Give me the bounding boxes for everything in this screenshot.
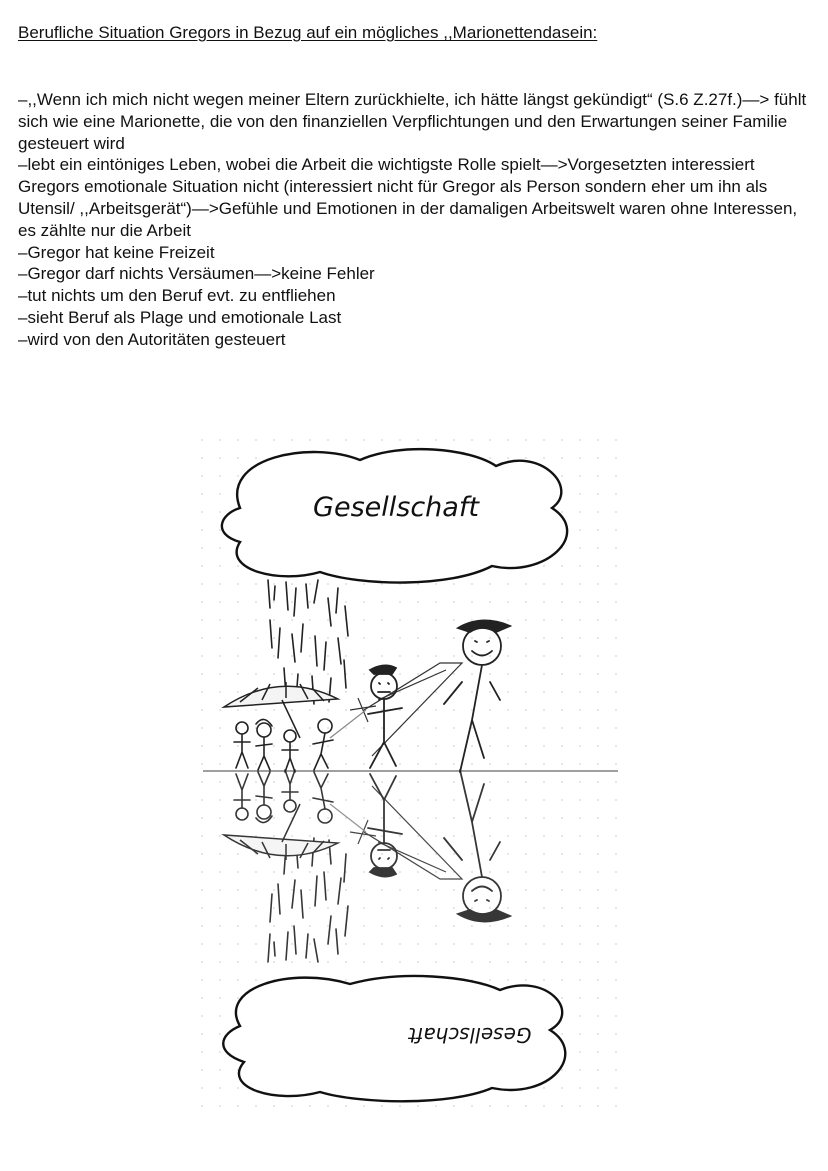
note-item: –wird von den Autoritäten gesteuert: [18, 329, 286, 349]
top-cloud-label: Gesellschaft: [313, 492, 479, 523]
bottom-cloud: [223, 976, 565, 1101]
note-item: –sieht Beruf als Plage und emotionale Last: [18, 307, 342, 327]
notes-list: [18, 89, 808, 351]
note-item: –lebt ein eintöniges Leben, wobei die Arbeit die wichtigste Rolle spielt—>Vorgesetzten interessiert Gregors emotionale Situation nicht (interessiert nicht für Gregor als Person sondern eher um ihn als Utensil/ ,,Arbeitsgerät“)—>Gefühle und Emotionen in der damaligen Arbeitswelt waren ohne Interessen, es zählte nur die Arbeit: [18, 155, 798, 240]
note-item: –Gregor darf nichts Versäumen—>keine Fehler: [18, 264, 375, 284]
page-title: Berufliche Situation Gregors in Bezug auf ein mögliches ,,Marionettendasein:: [18, 23, 598, 42]
drawing-canvas: [200, 438, 625, 1110]
note-item: –,,Wenn ich mich nicht wegen meiner Eltern zurückhielte, ich hätte längst gekündigt“ (S.6 Z.27f.)—> fühlt sich wie eine Marionette, die von den finanziellen Verpflichtungen und den Erwartungen seiner Familie gesteuert wird: [18, 90, 807, 153]
note-item: –tut nichts um den Beruf evt. zu entfliehen: [18, 286, 336, 306]
puppet-drawing: [200, 438, 625, 1110]
bottom-cloud-label: Gesellschaft: [408, 1023, 532, 1047]
note-item: –Gregor hat keine Freizeit: [18, 242, 215, 262]
top-cloud: [222, 449, 567, 582]
